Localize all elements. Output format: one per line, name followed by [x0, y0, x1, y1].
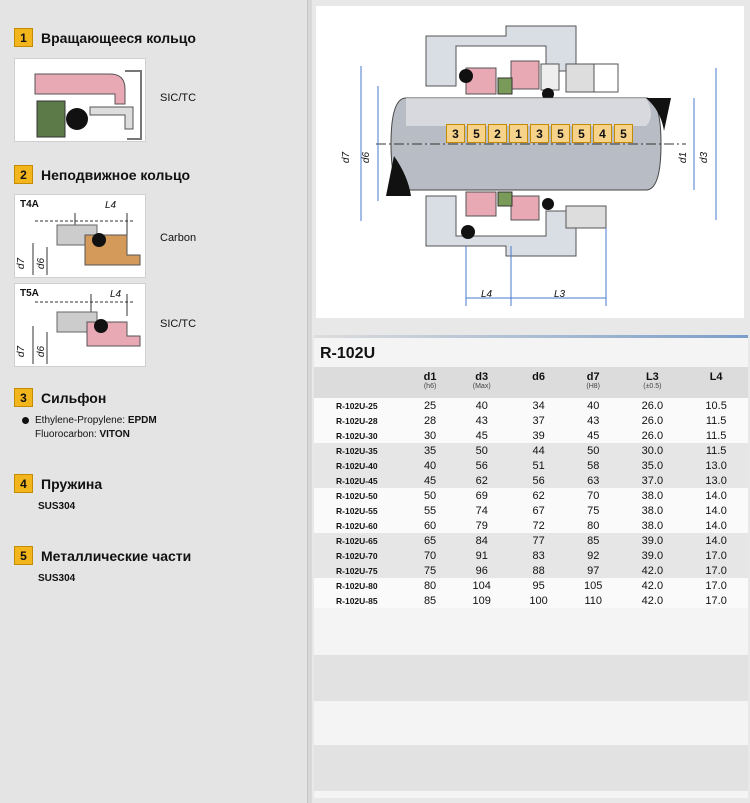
value-cell: 28	[423, 414, 437, 427]
value-cell: 95	[532, 579, 545, 592]
bellows-epdm-prefix: Ethylene-Propylene:	[35, 415, 128, 426]
value-cell: 75	[587, 504, 600, 517]
value-cell: 62	[475, 474, 488, 487]
model-cell: R-102U-75	[336, 565, 378, 576]
section-5-header	[14, 546, 191, 565]
empty-stripe	[314, 745, 748, 791]
value-cell: 79	[475, 519, 488, 532]
column-label: d3	[475, 371, 489, 383]
value-cell: 13.0	[705, 474, 727, 487]
value-cell: 60	[423, 519, 437, 532]
model-cell: R-102U-28	[336, 415, 378, 426]
column-sub: (±0.5)	[643, 383, 662, 390]
value-cell: 51	[532, 459, 545, 472]
bellows-epdm-line	[22, 415, 157, 426]
value-cell: 72	[532, 519, 545, 532]
dim-l3-label: L3	[554, 289, 566, 300]
t5a-material: SIC/TC	[160, 318, 197, 330]
section-number: 2	[14, 165, 33, 184]
value-cell: 92	[587, 549, 600, 562]
table-row	[314, 428, 748, 443]
column-header	[452, 367, 511, 398]
column-header	[684, 367, 748, 398]
part-number-badge: 3	[530, 124, 549, 143]
value-cell: 40	[475, 399, 488, 412]
metal-parts-material: SUS304	[38, 573, 76, 584]
model-cell: R-102U-30	[336, 430, 378, 441]
seal-cross-section-diagram	[316, 6, 744, 318]
section-title: Вращающееся кольцо	[41, 29, 196, 46]
table-row	[314, 458, 748, 473]
value-cell: 38.0	[641, 489, 664, 502]
value-cell: 55	[423, 504, 437, 517]
value-cell: 42.0	[641, 564, 664, 577]
part-number-badge: 2	[488, 124, 507, 143]
value-cell: 91	[475, 549, 488, 562]
value-cell: 40	[423, 459, 437, 472]
value-cell: 56	[532, 474, 545, 487]
model-cell: R-102U-25	[336, 400, 378, 411]
spring-material: SUS304	[38, 501, 76, 512]
value-cell: 17.0	[705, 564, 727, 577]
section-title: Неподвижное кольцо	[41, 166, 191, 183]
value-cell: 25	[423, 399, 437, 412]
t4a-d6: d6	[36, 257, 48, 270]
value-cell: 77	[532, 534, 545, 547]
value-cell: 35.0	[641, 459, 664, 472]
t4a-d7: d7	[16, 257, 28, 270]
t5a-d6: d6	[36, 345, 48, 358]
value-cell: 100	[529, 594, 548, 607]
table-row	[314, 563, 748, 578]
bellows-epdm-value: EPDM	[127, 415, 157, 426]
column-sub: (h6)	[423, 383, 437, 390]
materials-panel	[0, 0, 308, 803]
model-cell: R-102U-70	[336, 550, 378, 561]
value-cell: 50	[423, 489, 437, 502]
part-number-badge: 5	[614, 124, 633, 143]
value-cell: 11.5	[705, 414, 727, 427]
value-cell: 40	[587, 399, 600, 412]
value-cell: 85	[587, 534, 600, 547]
column-header	[566, 367, 621, 398]
table-row	[314, 473, 748, 488]
value-cell: 109	[472, 594, 491, 607]
column-label: L3	[645, 371, 659, 383]
model-cell: R-102U-35	[336, 445, 378, 456]
model-title: R-102U	[320, 345, 376, 362]
column-label: d6	[532, 371, 546, 383]
bellows-viton-line	[35, 429, 130, 440]
value-cell: 38.0	[641, 519, 664, 532]
value-cell: 45	[423, 474, 437, 487]
section-2-header	[14, 165, 190, 184]
value-cell: 67	[532, 504, 545, 517]
empty-stripe	[314, 655, 748, 701]
dim-l4-label: L4	[481, 289, 493, 300]
dim-d6-label: d6	[361, 151, 373, 164]
value-cell: 14.0	[705, 534, 727, 547]
column-label: d1	[423, 371, 437, 383]
model-cell: R-102U-80	[336, 580, 378, 591]
section-title: Металлические части	[41, 547, 192, 564]
part-number-strip	[446, 124, 633, 143]
t5a-label: T5A	[20, 288, 39, 299]
rotating-ring-drawing	[15, 59, 145, 141]
value-cell: 105	[584, 579, 603, 592]
dim-d7-label: d7	[341, 151, 353, 164]
value-cell: 80	[587, 519, 600, 532]
value-cell: 10.5	[705, 399, 727, 412]
bellows-viton-prefix: Fluorocarbon:	[35, 429, 100, 440]
value-cell: 11.5	[705, 429, 727, 442]
model-cell: R-102U-55	[336, 505, 378, 516]
dim-d3-label: d3	[699, 151, 711, 164]
table-row	[314, 503, 748, 518]
value-cell: 13.0	[705, 459, 727, 472]
model-cell: R-102U-65	[336, 535, 378, 546]
value-cell: 17.0	[705, 549, 727, 562]
section-title: Пружина	[41, 475, 103, 492]
dimensions-table-panel	[314, 335, 748, 798]
table-row	[314, 593, 748, 608]
value-cell: 26.0	[641, 399, 664, 412]
model-cell: R-102U-50	[336, 490, 378, 501]
column-header	[621, 367, 685, 398]
value-cell: 84	[475, 534, 488, 547]
value-cell: 42.0	[641, 579, 664, 592]
table-row	[314, 548, 748, 563]
section-number: 5	[14, 546, 33, 565]
dim-d1-label: d1	[678, 151, 690, 164]
section-title: Сильфон	[41, 389, 107, 406]
value-cell: 45	[475, 429, 488, 442]
rotating-ring-image	[14, 58, 146, 142]
value-cell: 74	[475, 504, 488, 517]
column-label: d7	[586, 371, 600, 383]
rotating-ring-material: SIC/TC	[160, 92, 197, 104]
column-sub: (Max)	[472, 383, 491, 390]
bullet-icon	[22, 417, 29, 424]
value-cell: 43	[587, 414, 600, 427]
value-cell: 26.0	[641, 429, 664, 442]
value-cell: 104	[472, 579, 491, 592]
column-header	[408, 367, 452, 398]
t4a-l4: L4	[105, 200, 117, 211]
table-row	[314, 578, 748, 593]
value-cell: 30	[423, 429, 437, 442]
value-cell: 110	[584, 594, 602, 607]
column-sub: (H8)	[586, 383, 601, 390]
value-cell: 63	[587, 474, 600, 487]
table-row	[314, 488, 748, 503]
dimensions-table	[314, 367, 748, 608]
value-cell: 45	[587, 429, 600, 442]
table-header-row	[314, 367, 748, 398]
value-cell: 11.5	[705, 444, 727, 457]
table-row	[314, 443, 748, 458]
value-cell: 65	[423, 534, 437, 547]
value-cell: 80	[423, 579, 437, 592]
t4a-label: T4A	[20, 199, 39, 210]
value-cell: 97	[587, 564, 600, 577]
value-cell: 70	[587, 489, 600, 502]
value-cell: 62	[532, 489, 545, 502]
t5a-l4: L4	[110, 289, 122, 300]
value-cell: 39.0	[641, 549, 664, 562]
value-cell: 50	[587, 444, 600, 457]
value-cell: 17.0	[705, 579, 727, 592]
section-3-header	[14, 388, 106, 407]
model-cell: R-102U-85	[336, 595, 378, 606]
value-cell: 88	[532, 564, 545, 577]
value-cell: 96	[475, 564, 488, 577]
section-4-header	[14, 474, 102, 493]
value-cell: 14.0	[705, 489, 727, 502]
model-cell: R-102U-40	[336, 460, 378, 471]
section-number: 3	[14, 388, 33, 407]
value-cell: 56	[475, 459, 488, 472]
value-cell: 37.0	[641, 474, 664, 487]
table-row	[314, 398, 748, 413]
part-number-badge: 5	[572, 124, 591, 143]
value-cell: 70	[423, 549, 437, 562]
value-cell: 42.0	[641, 594, 664, 607]
table-row	[314, 413, 748, 428]
value-cell: 30.0	[641, 444, 664, 457]
value-cell: 75	[423, 564, 437, 577]
value-cell: 37	[532, 414, 545, 427]
value-cell: 17.0	[705, 594, 727, 607]
value-cell: 38.0	[641, 504, 664, 517]
value-cell: 14.0	[705, 519, 727, 532]
table-row	[314, 518, 748, 533]
value-cell: 58	[587, 459, 600, 472]
column-header	[511, 367, 566, 398]
value-cell: 35	[423, 444, 437, 457]
part-number-badge: 5	[467, 124, 486, 143]
value-cell: 83	[532, 549, 545, 562]
t4a-material: Carbon	[160, 232, 197, 244]
value-cell: 34	[532, 399, 545, 412]
part-number-badge: 4	[593, 124, 612, 143]
value-cell: 50	[475, 444, 488, 457]
value-cell: 85	[423, 594, 437, 607]
bellows-viton-value: VITON	[99, 429, 130, 440]
part-number-badge: 3	[446, 124, 465, 143]
value-cell: 43	[475, 414, 488, 427]
header-accent-line	[314, 335, 748, 338]
model-cell: R-102U-45	[336, 475, 378, 486]
value-cell: 26.0	[641, 414, 664, 427]
part-number-badge: 5	[551, 124, 570, 143]
column-label: L4	[709, 371, 723, 383]
section-number: 1	[14, 28, 33, 47]
section-number: 4	[14, 474, 33, 493]
value-cell: 44	[532, 444, 545, 457]
part-number-badge: 1	[509, 124, 528, 143]
column-header-model	[314, 367, 408, 398]
section-1-header	[14, 28, 196, 47]
t5a-d7: d7	[16, 345, 28, 358]
table-row	[314, 533, 748, 548]
model-cell: R-102U-60	[336, 520, 378, 531]
value-cell: 39.0	[641, 534, 664, 547]
value-cell: 39	[532, 429, 545, 442]
value-cell: 69	[475, 489, 488, 502]
value-cell: 14.0	[705, 504, 727, 517]
